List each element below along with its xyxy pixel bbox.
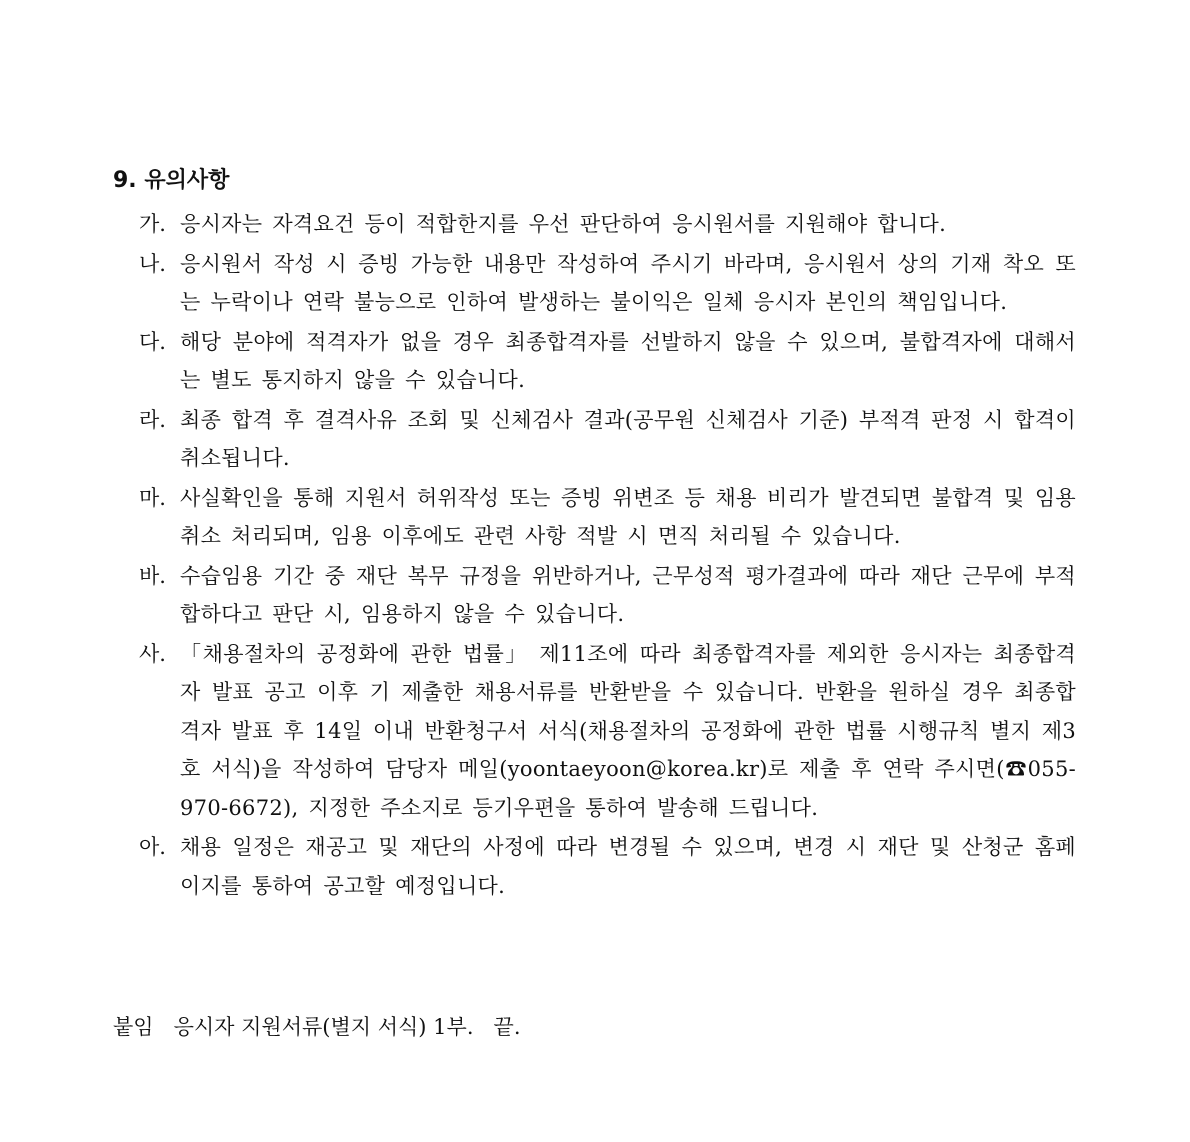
- item-marker: 나.: [139, 251, 166, 276]
- item-marker: 아.: [139, 835, 166, 859]
- item-marker: 다.: [139, 329, 166, 354]
- item-text: 해당 분야에 적격자가 없을 경우 최종합격자를 선발하지 않을 수 있으며, 불합격자에 대해서는 별도 통지하지 않을 수 있습니다.: [180, 329, 1076, 392]
- list-item: [0, 557, 1076, 634]
- item-text: 사실확인을 통해 지원서 허위작성 또는 증빙 위변조 등 채용 비리가 발견되면 불합격 및 임용취소 처리되며, 임용 이후에도 관련 사항 적발 시 면직 처리될 수 있습니다.: [180, 485, 1076, 548]
- attachment-line: [113, 1009, 521, 1045]
- section-title: 9. 유의사항: [113, 168, 230, 193]
- item-text: 수습임용 기간 중 재단 복무 규정을 위반하거나, 근무성적 평가결과에 따라 재단 근무에 부적합하다고 판단 시, 임용하지 않을 수 있습니다.: [180, 563, 1076, 626]
- item-text: 「채용절차의 공정화에 관한 법률」 제11조에 따라 최종합격자를 제외한 응시자는 최종합격자 발표 공고 이후 기 제출한 채용서류를 반환받을 수 있습니다. 반환을 원하실 경우 최종합격자 발표 후 14일 이내 반환청구서 서식(채용절차의 공정화에 관한 법률 시행규칙 별지 제3호 서식)을 작성하여 담당자 메일(yoontaeyoon@korea.kr)로 제출 후 연락 주시면(☎055-970-6672), 지정한 주소지로 등기우편을 통하여 발송해 드립니다.: [180, 641, 1076, 820]
- item-text: 응시원서 작성 시 증빙 가능한 내용만 작성하여 주시기 바라며, 응시원서 상의 기재 착오 또는 누락이나 연락 불능으로 인하여 발생하는 불이익은 일체 응시자 본인의 책임입니다.: [180, 251, 1076, 314]
- item-marker: 라.: [139, 407, 166, 432]
- item-marker: 바.: [139, 563, 166, 588]
- list-item: [0, 401, 1076, 478]
- list-item: [0, 828, 1076, 905]
- list-item: [0, 635, 1076, 828]
- list-item: [0, 205, 1076, 244]
- list-item: [0, 245, 1076, 322]
- item-text: 채용 일정은 재공고 및 재단의 사정에 따라 변경될 수 있으며, 변경 시 재단 및 산청군 홈페이지를 통하여 공고할 예정입니다.: [180, 835, 1076, 898]
- item-text: 최종 합격 후 결격사유 조회 및 신체검사 결과(공무원 신체검사 기준) 부적격 판정 시 합격이 취소됩니다.: [180, 407, 1076, 470]
- attachment-text: 응시자 지원서류(별지 서식) 1부.: [173, 1015, 474, 1039]
- item-text: 응시자는 자격요건 등이 적합한지를 우선 판단하여 응시원서를 지원해야 합니다.: [180, 212, 947, 236]
- notice-list: [0, 205, 1190, 906]
- list-item: [0, 479, 1076, 556]
- item-marker: 가.: [139, 212, 166, 236]
- item-marker: 사.: [139, 641, 166, 666]
- attachment-label: 붙임: [113, 1015, 154, 1039]
- item-marker: 마.: [139, 485, 166, 510]
- list-item: [0, 323, 1076, 400]
- end-mark: 끝.: [493, 1015, 521, 1039]
